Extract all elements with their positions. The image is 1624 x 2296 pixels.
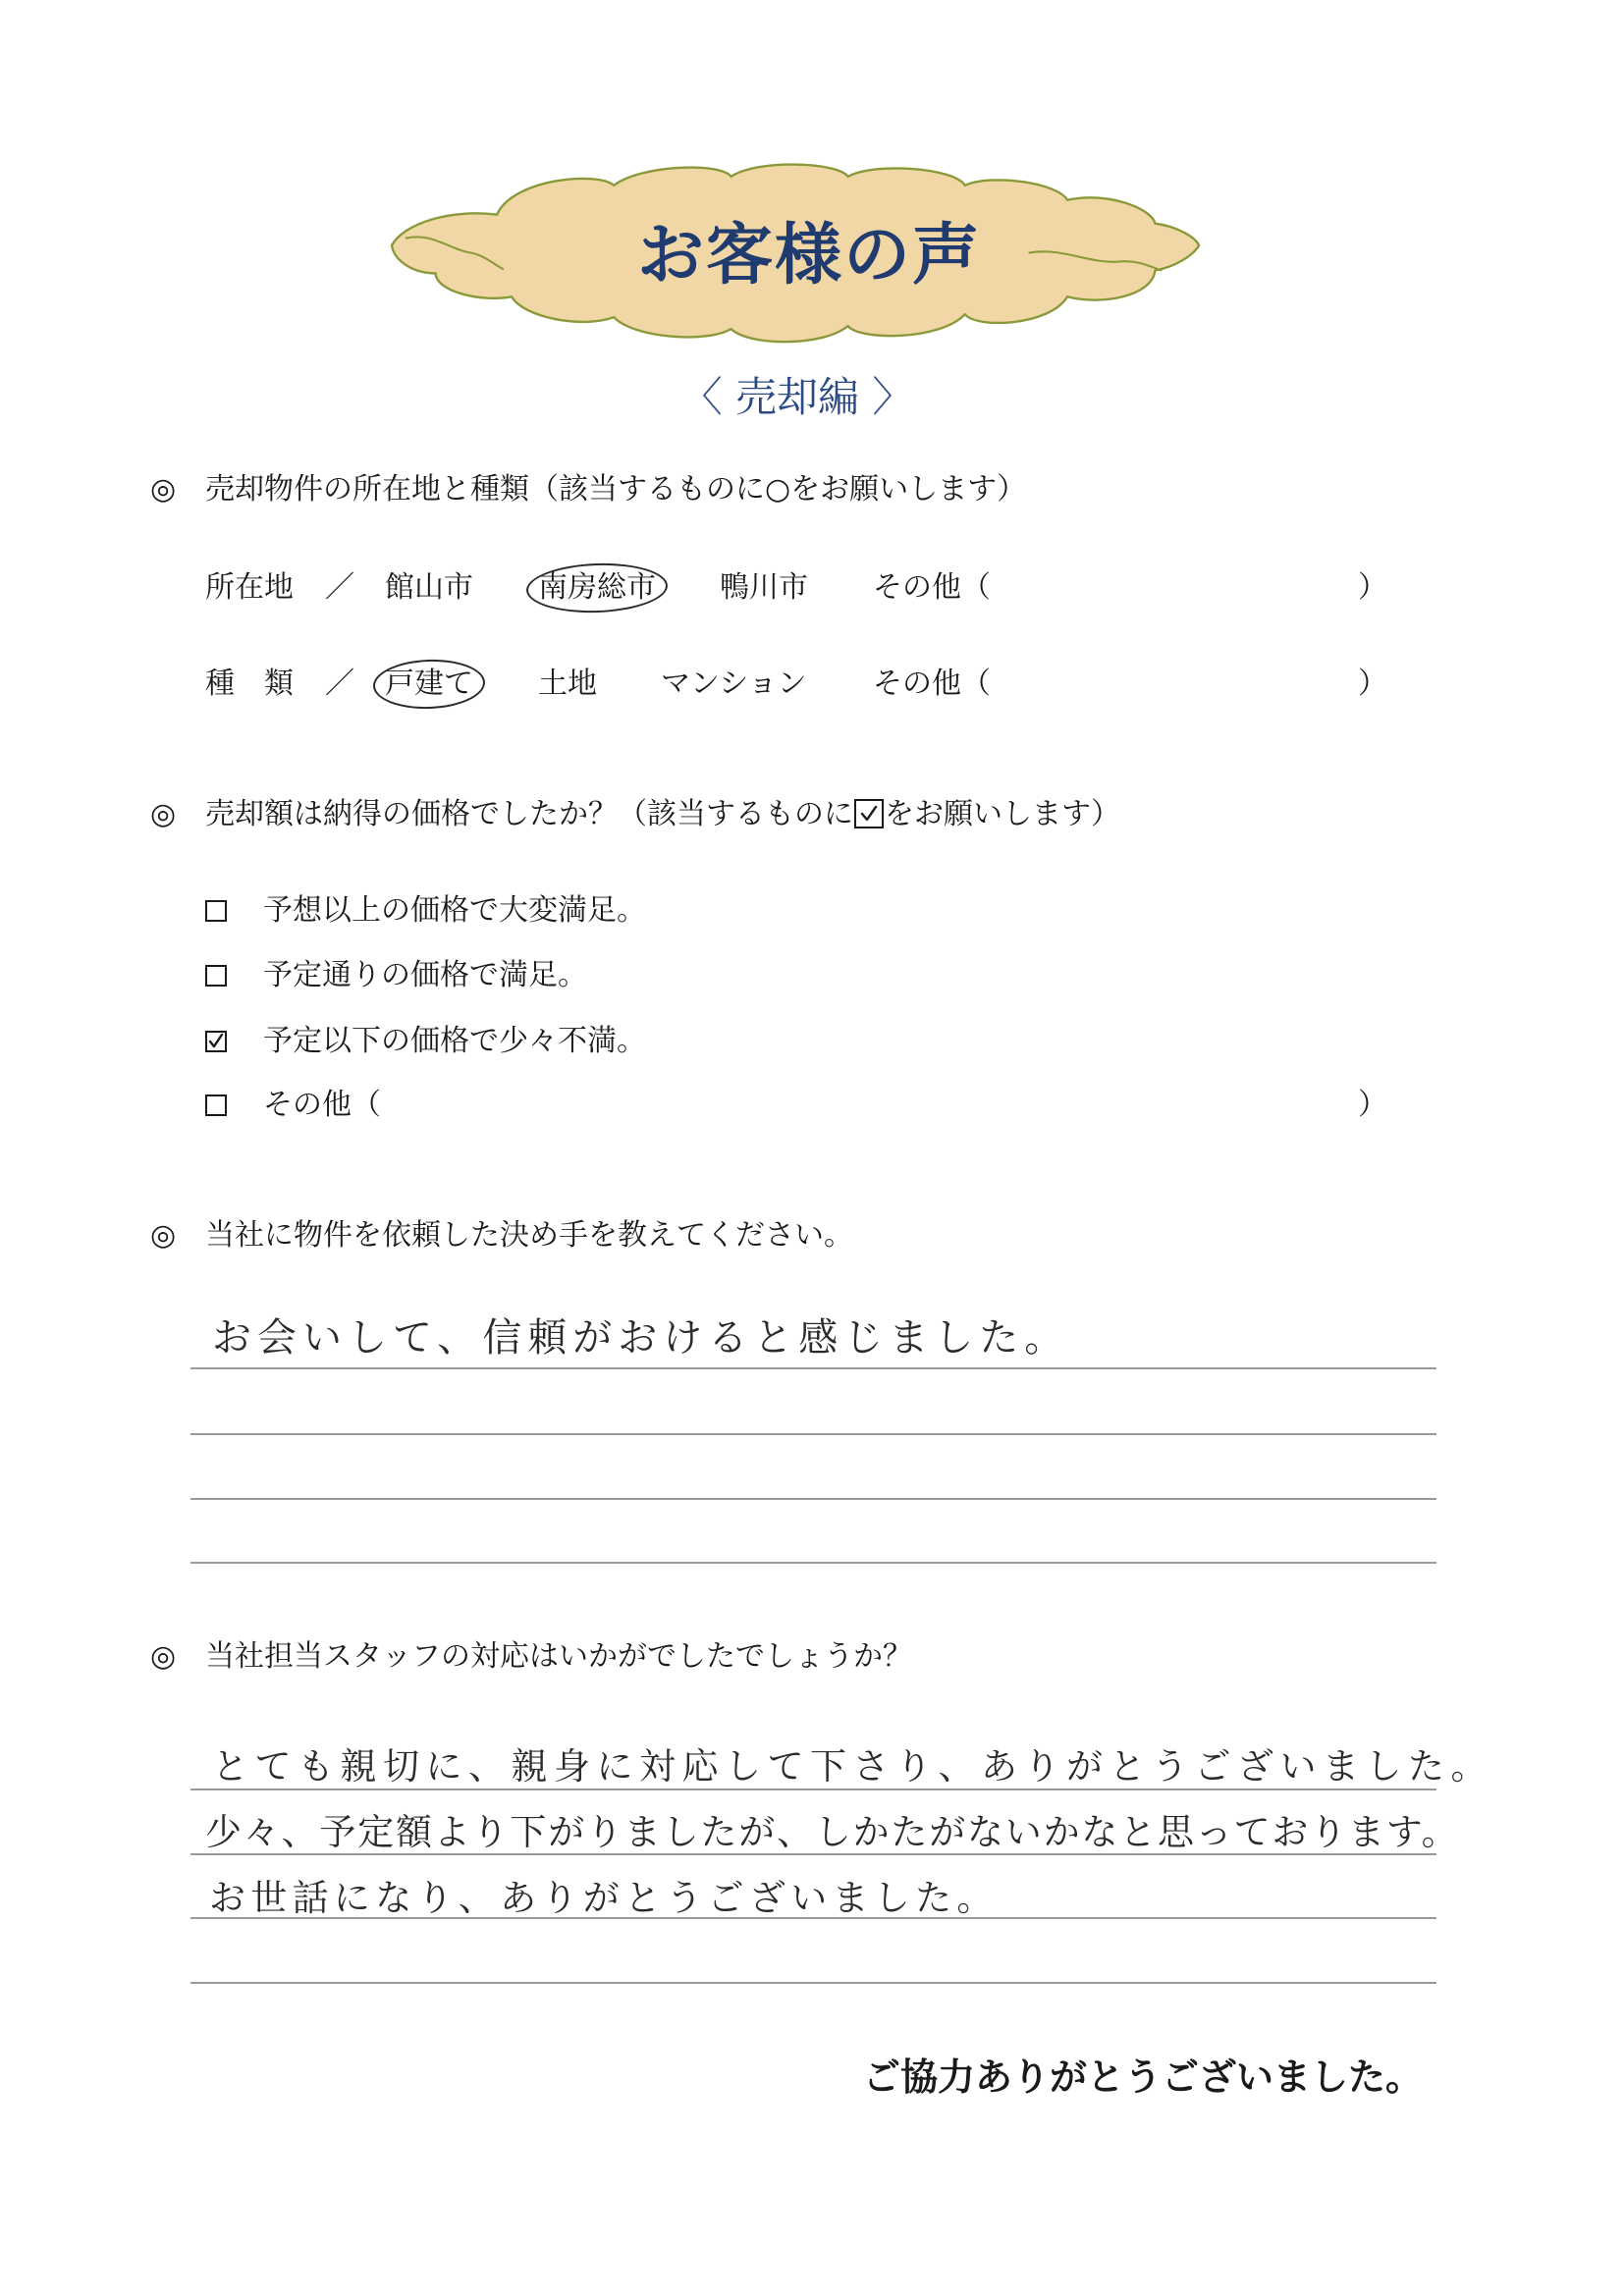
type-option-house[interactable]: 戸建て: [385, 665, 473, 704]
q3-marker: ◎: [150, 1218, 177, 1253]
q1-question: 売却物件の所在地と種類（該当するものに○をお願いします）: [205, 472, 1027, 507]
answer-rule-line: [190, 1917, 1436, 1919]
answer-rule-line: [190, 1498, 1436, 1500]
answer-rule-line: [190, 1853, 1436, 1855]
checkbox-icon[interactable]: [205, 1031, 227, 1052]
checked-box-icon: [854, 799, 884, 828]
closing-message: ご協力ありがとうございました。: [863, 2056, 1424, 2099]
type-label: 種 類: [205, 667, 294, 701]
q2-option-label: 予定以下の価格で少々不満。: [263, 1024, 646, 1058]
type-option-land[interactable]: 土地: [538, 667, 597, 701]
answer-rule-line: [190, 1367, 1436, 1369]
location-option-minamiboso[interactable]: 南房総市: [538, 568, 656, 608]
q2-other-close: ）: [1358, 1088, 1387, 1122]
q2-option-label: 予想以上の価格で大変満足。: [263, 893, 646, 928]
q4-handwritten-answer-line: とても親切に、親身に対応して下さり、ありがとうございました。: [212, 1745, 1493, 1788]
answer-rule-line: [190, 1789, 1436, 1790]
location-option-kamogawa[interactable]: 鴨川市: [720, 570, 808, 605]
answer-rule-line: [190, 1433, 1436, 1435]
location-label: 所在地: [205, 570, 294, 605]
type-other-close: ）: [1358, 667, 1387, 701]
q1-marker: ◎: [150, 472, 177, 507]
q3-question: 当社に物件を依頼した決め手を教えてください。: [205, 1218, 853, 1253]
checkbox-icon[interactable]: [205, 965, 227, 987]
checkbox-icon[interactable]: [205, 900, 227, 922]
q2-question: [205, 795, 1120, 834]
page-subtitle: 〈 売却編 〉: [680, 373, 914, 421]
q2-question-text-start: 売却額は納得の価格でしたか？（該当するものに: [205, 797, 853, 831]
q2-option-label: 予定通りの価格で満足。: [263, 958, 587, 992]
type-separator: ／: [325, 667, 354, 701]
location-option-tateyama[interactable]: 館山市: [385, 570, 473, 605]
location-other-label: その他（: [873, 570, 991, 605]
q4-handwritten-answer-line: お世話になり、ありがとうございました。: [209, 1877, 999, 1919]
q3-handwritten-answer: お会いして、信頼がおけると感じました。: [212, 1315, 1070, 1361]
page-title: お客様の声: [636, 217, 981, 294]
location-other-close: ）: [1358, 570, 1387, 605]
checkbox-icon[interactable]: [205, 1095, 227, 1116]
type-other-label: その他（: [873, 667, 991, 701]
q2-question-text-end: をお願いします）: [885, 797, 1120, 831]
q4-handwritten-answer-line: 少々、予定額より下がりましたが、しかたがないかなと思っております。: [205, 1811, 1460, 1853]
q4-question: 当社担当スタッフの対応はいかがでしたでしょうか？: [205, 1639, 912, 1674]
answer-rule-line: [190, 1982, 1436, 1984]
answer-rule-line: [190, 1562, 1436, 1564]
q4-marker: ◎: [150, 1639, 177, 1674]
location-separator: ／: [325, 570, 354, 605]
type-option-mansion[interactable]: マンション: [661, 667, 807, 701]
q2-option-label: その他（: [263, 1088, 381, 1122]
q2-marker: ◎: [150, 797, 177, 831]
